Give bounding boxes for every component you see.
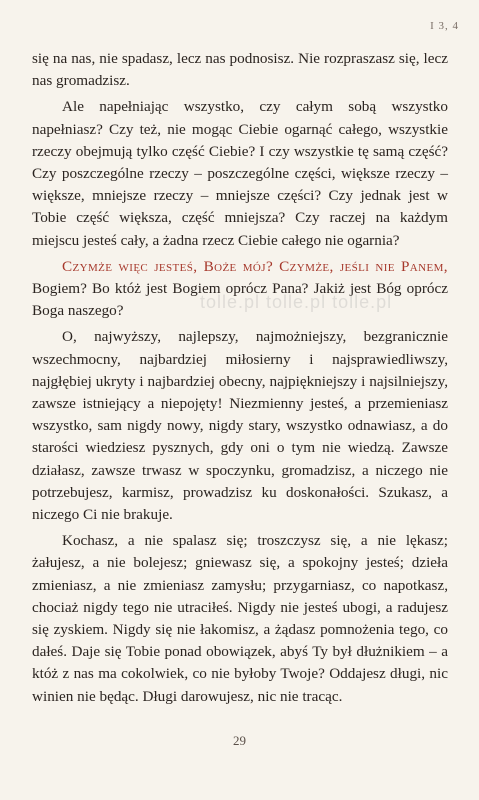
watermark: tolle.pl tolle.pl tolle.pl [200, 292, 393, 312]
paragraph-3-text: Bogiem? Bo któż jest Bogiem oprócz Pana? Jakiż jest Bóg oprócz Boga naszego? [32, 280, 448, 320]
paragraph-5: Kochasz, a nie spalasz się; troszczysz się, a nie lękasz; żałujesz, a nie bolejesz; gniewasz się, a spokojny jesteś; dzieła zmieniasz, a nie zmieniasz zamysłu; przygarniasz, co napotkasz, chociaż nigdy tego nie utraciłeś. Nigdy nie jesteś ubogi, a radujesz się zyskiem. Nigdy się nie łakomisz, a żądasz pomnożenia tego, co dałeś. Daje się Tobie ponad obowiązek, abyś Ty był dłużnikiem – a któż z nas ma cokolwiek, co nie byłoby Twoje? Oddajesz długi, nic winien nie będąc. Długi darowujesz, nic nie tracąc. [32, 532, 448, 705]
paragraph-1: się na nas, nie spadasz, lecz nas podnosisz. Nie rozpraszasz się, lecz nas gromadzisz. [32, 50, 448, 90]
running-head: I 3, 4 [430, 20, 459, 32]
page-text [32, 48, 448, 712]
paragraph-4: O, najwyższy, najlepszy, najmożniejszy, bezgranicznie wszechmocny, najbardziej miłosierny i najsprawiedliwszy, najgłębiej ukryty i najbardziej obecny, najpiękniejszy i najsilniejszy, zawsze istniejący a niepojęty! Niezmienny jesteś, a przemieniasz wszystko, sam nigdy nowy, nigdy stary, wszystko odnawiasz, a do starości wiedziesz pysznych, gdy oni o tym nie wiedzą. Zawsze działasz, zawsze trwasz w spoczynku, gromadzisz, a niczego nie potrzebujesz, karmisz, prowadzisz ku doskonałości. Szukasz, a niczego Ci nie brakuje. [32, 328, 448, 524]
page-number: 29 [233, 733, 246, 748]
paragraph-2: Ale napełniając wszystko, czy całym sobą wszystko napełniasz? Czy też, nie mogąc Ciebie ogarnąć całego, wszystkie rzeczy obejmują tylko część Ciebie? I czy wszystkie tę samą część? Czy poszczególne rzeczy – poszczególne części, większe rzeczy – większe, mniejsze rzeczy – mniejsze części? Czy jednak jest w Tobie część większa, część mniejsza? Czy raczej na każdym miejscu jesteś cały, a żadna rzecz Ciebie całego nie ogarnia? [32, 98, 448, 249]
paragraph-3 [32, 256, 448, 323]
rubric-accent-text: Czymże więc jesteś, Boże mój? Czymże, jeśli nie Panem, [62, 257, 448, 275]
